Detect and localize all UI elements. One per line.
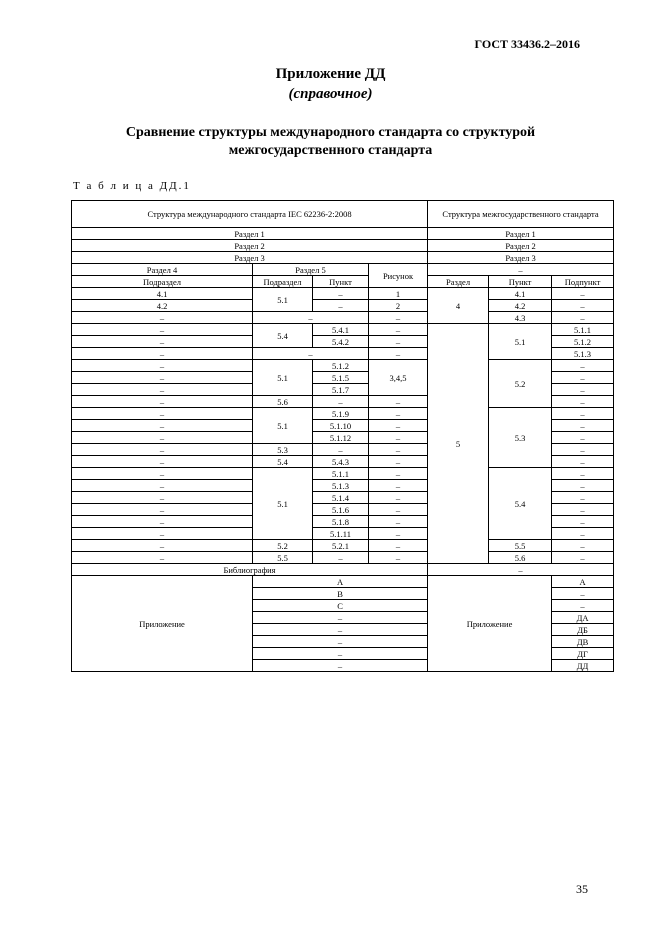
cell: 5.1.10 <box>313 420 369 432</box>
cell: 5.1.8 <box>313 516 369 528</box>
cell: – <box>72 468 253 480</box>
cell: – <box>369 504 428 516</box>
cell: 5.1.1 <box>552 324 614 336</box>
cell: – <box>552 540 614 552</box>
cell: Раздел 3 <box>72 252 428 264</box>
cell: 5.1.7 <box>313 384 369 396</box>
cell: 5.1 <box>253 408 313 444</box>
cell: 5.1.5 <box>313 372 369 384</box>
cell: 5.6 <box>253 396 313 408</box>
cell: – <box>369 336 428 348</box>
cell: – <box>253 660 428 672</box>
cell: А <box>552 576 614 588</box>
cell: – <box>72 504 253 516</box>
cell: ДБ <box>552 624 614 636</box>
cell: – <box>72 492 253 504</box>
cell: 5.1.2 <box>313 360 369 372</box>
cell: 5.1.2 <box>552 336 614 348</box>
cell: – <box>369 396 428 408</box>
cell: 4.1 <box>489 288 552 300</box>
cell: – <box>369 540 428 552</box>
cell: – <box>552 360 614 372</box>
cell: – <box>369 444 428 456</box>
cell: – <box>72 480 253 492</box>
cell: A <box>253 576 428 588</box>
cell: Подраздел <box>72 276 253 288</box>
cell: – <box>72 372 253 384</box>
cell: – <box>253 312 369 324</box>
cell: – <box>552 516 614 528</box>
cell: – <box>253 348 369 360</box>
cell: – <box>72 408 253 420</box>
cell: 4 <box>428 288 489 324</box>
cell: ДА <box>552 612 614 624</box>
cell: 5.2 <box>489 360 552 408</box>
cell: Подраздел <box>253 276 313 288</box>
cell: – <box>72 444 253 456</box>
cell: Раздел 5 <box>253 264 369 276</box>
cell: – <box>369 348 428 360</box>
cell: 5.4.2 <box>313 336 369 348</box>
cell: 4.2 <box>489 300 552 312</box>
cell: 5.6 <box>489 552 552 564</box>
cell: 5.5 <box>489 540 552 552</box>
cell: – <box>428 564 614 576</box>
cell: 2 <box>369 300 428 312</box>
cell: – <box>253 636 428 648</box>
cell: – <box>552 504 614 516</box>
header-intl: Структура международного стандарта IEC 62236-2:2008 <box>72 201 428 228</box>
cell: – <box>72 336 253 348</box>
cell: 5.3 <box>253 444 313 456</box>
cell: – <box>552 528 614 540</box>
cell: 5.4 <box>253 324 313 348</box>
cell: C <box>253 600 428 612</box>
cell: Рисунок <box>369 264 428 288</box>
cell: 5.1.12 <box>313 432 369 444</box>
cell: Раздел 3 <box>428 252 614 264</box>
cell: – <box>313 444 369 456</box>
cell: 5.4.1 <box>313 324 369 336</box>
cell: 5.1 <box>253 360 313 396</box>
cell: – <box>72 540 253 552</box>
cell: – <box>72 324 253 336</box>
cell: – <box>72 528 253 540</box>
cell: 5 <box>428 324 489 564</box>
cell: – <box>72 456 253 468</box>
cell: 5.1.11 <box>313 528 369 540</box>
cell: – <box>313 396 369 408</box>
page-number: 35 <box>576 882 588 896</box>
cell: 5.2.1 <box>313 540 369 552</box>
cell: – <box>552 396 614 408</box>
cell: 5.1.4 <box>313 492 369 504</box>
cell: 5.4.3 <box>313 456 369 468</box>
cell: – <box>72 312 253 324</box>
cell: – <box>552 492 614 504</box>
cell: Раздел 2 <box>72 240 428 252</box>
cell: – <box>552 312 614 324</box>
cell: – <box>552 372 614 384</box>
cell: – <box>552 384 614 396</box>
cell: – <box>552 420 614 432</box>
cell: – <box>253 648 428 660</box>
cell: ДВ <box>552 636 614 648</box>
cell: 1 <box>369 288 428 300</box>
cell: – <box>552 288 614 300</box>
cell: Пункт <box>313 276 369 288</box>
cell: ДГ <box>552 648 614 660</box>
cell: – <box>369 432 428 444</box>
document-code: ГОСТ 33436.2–2016 <box>474 37 580 51</box>
cell: Раздел 4 <box>72 264 253 276</box>
cell: – <box>552 300 614 312</box>
cell: – <box>369 468 428 480</box>
cell: – <box>369 408 428 420</box>
section-heading <box>0 124 661 160</box>
cell: 4.2 <box>72 300 253 312</box>
cell: – <box>72 516 253 528</box>
cell: – <box>313 288 369 300</box>
cell: – <box>552 600 614 612</box>
cell: – <box>369 480 428 492</box>
cell: – <box>253 624 428 636</box>
cell: Раздел 2 <box>428 240 614 252</box>
header-mgs: Структура межгосударственного стандарта <box>428 201 614 228</box>
cell: – <box>369 324 428 336</box>
cell: – <box>428 264 614 276</box>
cell: 5.1.6 <box>313 504 369 516</box>
cell: – <box>552 444 614 456</box>
cell: 5.5 <box>253 552 313 564</box>
cell: – <box>72 552 253 564</box>
cell: 4.3 <box>489 312 552 324</box>
cell: – <box>369 492 428 504</box>
cell: 5.1.3 <box>552 348 614 360</box>
appendix-title: Приложение ДД <box>275 66 386 82</box>
cell: – <box>72 420 253 432</box>
cell: 4.1 <box>72 288 253 300</box>
appendix-kind: (справочное) <box>288 86 373 102</box>
cell: ДД <box>552 660 614 672</box>
cell: – <box>369 420 428 432</box>
table-caption: Т а б л и ц а ДД.1 <box>73 180 191 192</box>
cell: – <box>552 468 614 480</box>
cell: Пункт <box>489 276 552 288</box>
cell: – <box>552 480 614 492</box>
cell: – <box>369 516 428 528</box>
cell: – <box>369 552 428 564</box>
cell: 5.2 <box>253 540 313 552</box>
cell: – <box>552 456 614 468</box>
cell: Подпункт <box>552 276 614 288</box>
cell: 5.1 <box>253 468 313 540</box>
appendix-label-intl: Приложение <box>72 576 253 672</box>
cell: – <box>72 360 253 372</box>
cell: 5.3 <box>489 408 552 468</box>
cell: – <box>72 348 253 360</box>
heading-line-2: межгосударственного стандарта <box>228 143 433 158</box>
cell: Библиография <box>72 564 428 576</box>
cell: 5.4 <box>253 456 313 468</box>
cell: 5.1 <box>489 324 552 360</box>
cell: – <box>253 612 428 624</box>
cell: Раздел <box>428 276 489 288</box>
cell: – <box>313 552 369 564</box>
cell: 5.1.9 <box>313 408 369 420</box>
cell: – <box>72 396 253 408</box>
cell: – <box>313 300 369 312</box>
cell: B <box>253 588 428 600</box>
cell: – <box>552 408 614 420</box>
heading-line-1: Сравнение структуры международного стандарта со структурой <box>125 125 536 140</box>
cell: 5.1 <box>253 288 313 312</box>
cell: Раздел 1 <box>72 228 428 240</box>
cell: – <box>369 456 428 468</box>
cell: – <box>72 384 253 396</box>
cell: 5.1.1 <box>313 468 369 480</box>
cell: – <box>72 432 253 444</box>
cell: – <box>552 552 614 564</box>
cell: 5.4 <box>489 468 552 540</box>
cell: 3,4,5 <box>369 360 428 396</box>
cell: Раздел 1 <box>428 228 614 240</box>
cell: – <box>552 432 614 444</box>
cell: – <box>552 588 614 600</box>
appendix-label-mgs: Приложение <box>428 576 552 672</box>
cell: – <box>369 312 428 324</box>
cell: 5.1.3 <box>313 480 369 492</box>
cell: – <box>369 528 428 540</box>
comparison-table <box>71 200 614 672</box>
